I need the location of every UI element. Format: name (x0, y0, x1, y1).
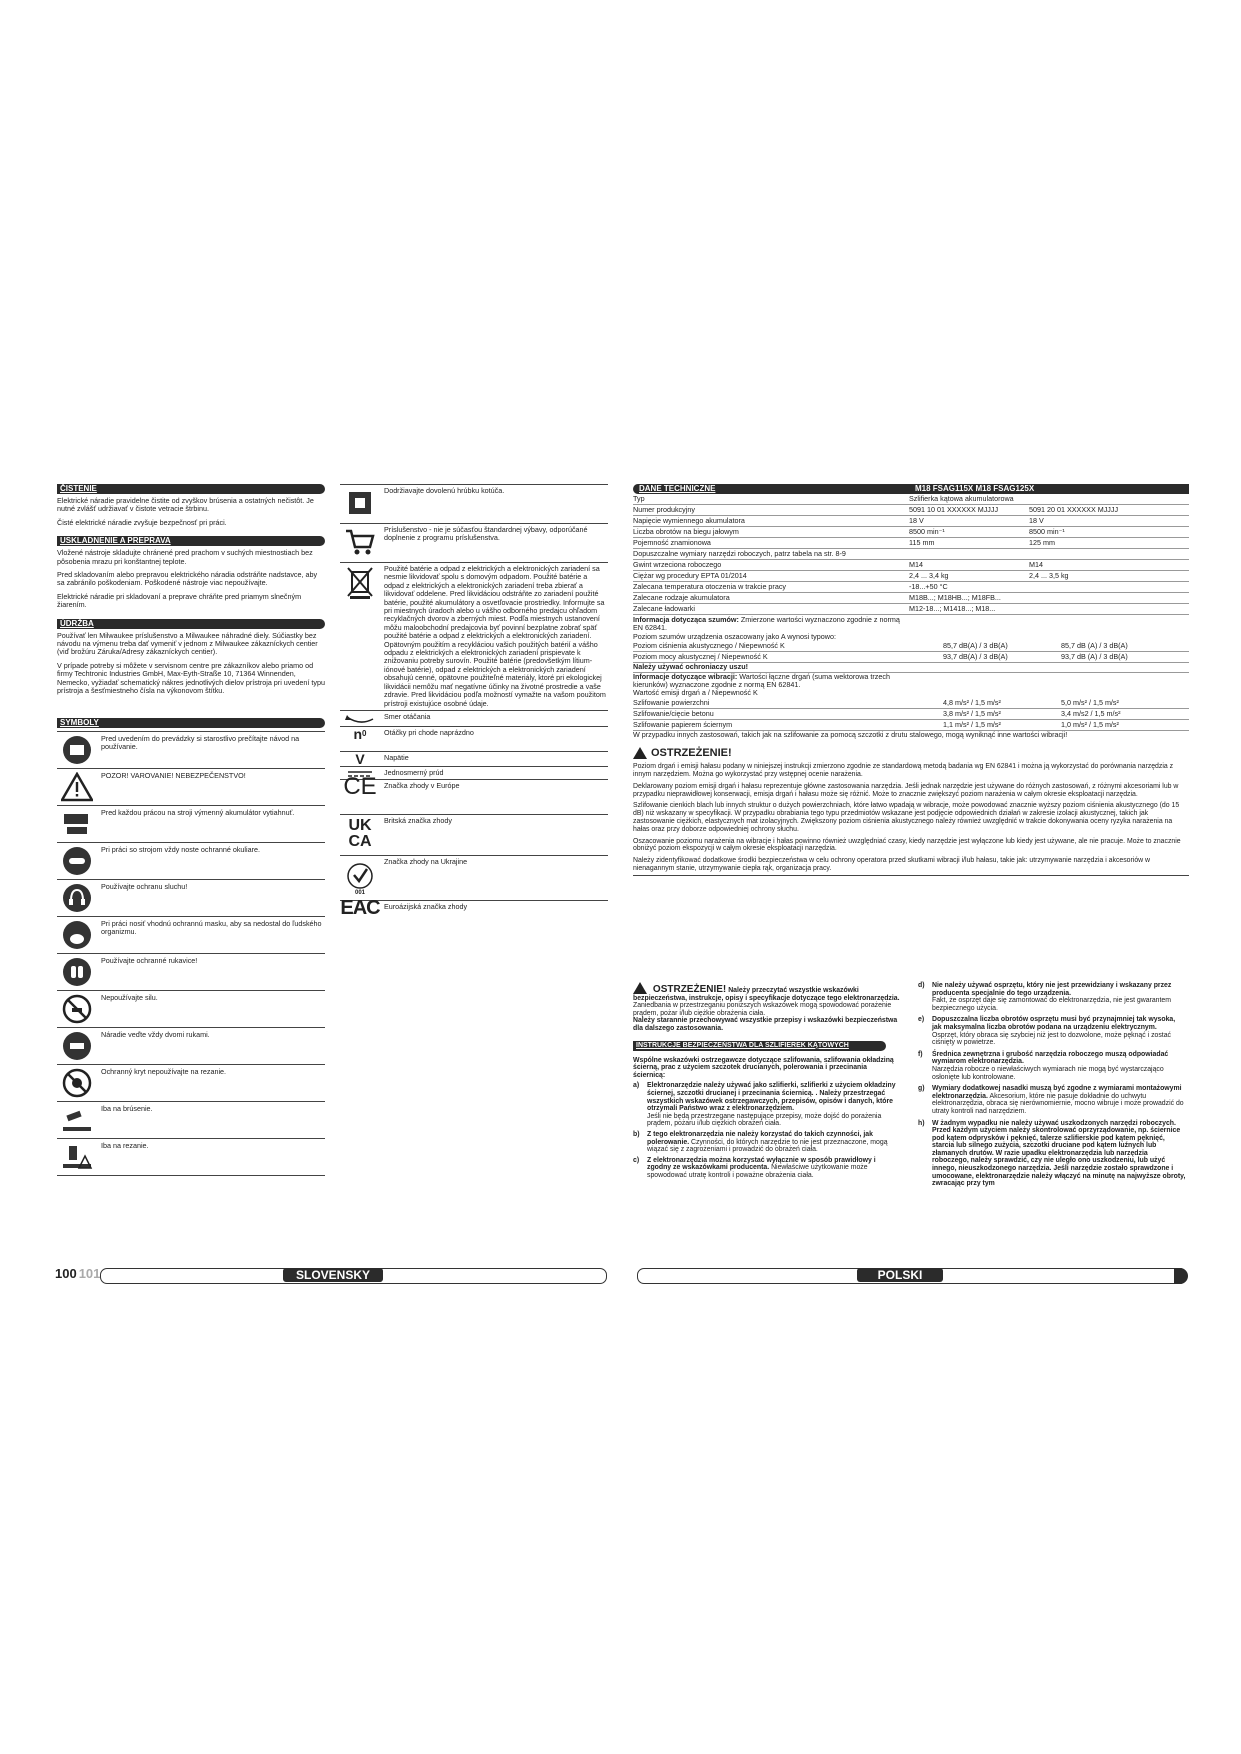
table-row: Numer produkcyjny 5091 10 01 XXXXXX MJJJJ 5091 20 01 XXXXXX MJJJJ (633, 505, 1189, 516)
symbol-row (57, 1027, 325, 1064)
list-item: b) Z tego elektronarzędzia nie należy korzystać do takich czynności, jak polerowanie. Czynności, do których narzędzie to nie jest przeznaczone, mogą wiązać się z zagrożeniami i prowadzić do obrażeń ciała. (633, 1130, 888, 1154)
symbol-row (57, 805, 325, 842)
wheel-thickness-icon (340, 485, 380, 523)
noise-info (633, 616, 909, 633)
symbol-row (57, 1101, 325, 1138)
symbol-text: Používajte ochranné rukavice! (101, 955, 198, 965)
paragraph: Szlifowanie cienkich blach lub innych struktur o dużych powierzchniach, które łatwo wpadają w wibracje, może powodować znacznie wyższy poziom ciśnienia akustycznego (do 15 dB) niż wskazany w specyfikacji. W przypadku obrabiania tego typu przedmiotów wskazane jest podjęcie odpowiednich działań w zakresie izolacji akustycznej, takich jak zastosowanie ciężkich, elastycznych mat izolacyjnych. Zwiększony poziom ciśnienia akustycznego należy również uwzględnić w trakcie dokonywania oceny ryzyka narażenia na hałas oraz przy doborze odpowiedniej ochrony słuchu. (633, 802, 1180, 833)
symbol-text: Iba na brúsenie. (101, 1103, 153, 1113)
table-row: Zalecane ładowarki M12-18...; M1418...; M18... (633, 604, 1189, 615)
table-row: Zalecana temperatura otoczenia w trakcie pracy -18...+50 °C (633, 582, 1189, 593)
n0-sub: 0 (362, 728, 367, 738)
n0-label: n (353, 725, 363, 742)
symbol-text: Dodržiavajte dovolenú hrúbku kotúča. (384, 486, 505, 495)
section-skladanie (57, 536, 325, 609)
warning-lead: Należy przeczytać wszystkie wskazówki bezpieczeństwa, instrukcje, opisy i specyfikacje dotyczące tego elektronarzędzia. (633, 987, 900, 1002)
paragraph: Oszacowanie poziomu narażenia na wibracje i hałas powinno również uwzględniać czasy, kiedy narzędzie jest wyłączone lub kiedy jest używane, ale nie pracuje. Może to znacznie obniżyć poziom ekspozycji w całym okresie eksploatacji narzędzia. (633, 837, 1181, 853)
symbol-row (340, 751, 608, 766)
section-symboly (57, 718, 325, 1176)
symbol-text: Euroázijská značka zhody (384, 902, 468, 912)
grinding-icon (57, 1102, 97, 1138)
dust-mask-icon (57, 917, 97, 953)
list-item: a) Elektronarzędzie należy używać jako szlifierki, szlifierki z użyciem okładziny ściernej, szczotki drucianej i przecinania ściernicą. . Należy przestrzegać wszystkich wskazówek ostrzegawczych, przepisów, opisów i danych, które otrzymali Państwo wraz z elektronarzędziem. Jeśli nie będą przestrzegane następujące przepisy, może dojść do porażenia prądem, pożaru i/lub ciężkich obrażeń ciała. (633, 1082, 896, 1128)
tech-table (633, 494, 1189, 615)
cart-icon (340, 524, 380, 562)
section-cistenie (57, 484, 325, 527)
list-item: f) Średnica zewnętrzna i grubość narzędzia roboczego muszą odpowiadać wymiarom elektronarzędzia. Narzędzia robocze o niewłaściwych wymiarach nie mogą być wystarczająco osłonięte lub kontrolowane. (918, 1050, 1169, 1081)
table-row: Napięcie wymiennego akumulatora 18 V 18 V (633, 516, 1189, 527)
list-item: e) Dopuszczalna liczba obrotów osprzętu musi być przynajmniej tak wysoka, jak maksymalna liczba obrotów podana na urządzeniu elektrycznym. Osprzęt, który obraca się szybciej niż jest to dozwolone, może pęknąć i zostać ciśnięty w powietrze. (918, 1016, 1176, 1047)
symbol-row (340, 897, 608, 941)
list-item: d) Nie należy używać osprzętu, który nie jest przewidziany i wskazany przez producenta specjalnie do tego urządzenia. Fakt, że osprzęt daje się zamontować do elektronarzędzia, nie jest gwarantem bezpiecznego użycia. (918, 982, 1172, 1012)
symbol-text: Príslušenstvo - nie je súčasťou štandardnej výbavy, odporúčané doplnenie z programu príslušenstva. (384, 525, 588, 543)
warning-title: OSTRZEŻENIE! (651, 747, 732, 760)
paragraph: Deklarowany poziom emisji drgań i hałasu reprezentuje główne zastosowania narzędzia. Jeśli jednak narzędzie jest używane do różnych zastosowań, z różnymi akcesoriami lub w przypadku nieprawidłowej konserwacji, emisja drgań i hałasu może się różnić. Może to znacznie zwiększyć poziom narażenia w całym okresie eksploatacji narzędzia. (633, 782, 1179, 798)
table-row: Szlifowanie papierem ściernym 1,1 m/s² / 1,5 m/s² 1,0 m/s² / 1,5 m/s² (633, 720, 1189, 731)
symbol-row (57, 1138, 325, 1176)
ukraine-mark-icon (340, 856, 380, 900)
ukca-mark-icon (340, 815, 380, 855)
symbol-row (340, 726, 608, 751)
ce-mark-icon (340, 773, 380, 814)
symbol-row (340, 562, 608, 710)
table-row: Dopuszczalne wymiary narzędzi roboczych, patrz tabela na str. 8-9 (633, 549, 1189, 560)
warning-title: OSTRZEŻENIE! (652, 984, 727, 995)
paragraph: Čisté elektrické náradie zvyšuje bezpečnosť pri práci. (57, 517, 227, 527)
warning-triangle-icon (57, 769, 97, 805)
footer-language-left: SLOVENSKY (283, 1268, 383, 1282)
volt-icon (340, 752, 380, 766)
symbol-text: Značka zhody v Európe (384, 781, 460, 791)
ear-protection-icon (57, 880, 97, 916)
middle-column (340, 484, 608, 941)
table-row: Zalecane rodzaje akumulatora M18B...; M18HB...; M18FB... (633, 593, 1189, 604)
symbol-table (57, 731, 325, 1176)
footer-language-right: POLSKI (857, 1268, 943, 1282)
paragraph: Poziom drgań i emisji hałasu podany w niniejszej instrukcji zmierzono zgodnie ze standardową metodą badania wg EN 62841 i można ją wykorzystać do porównania narzędzia z innym narzędziem. Można go wykorzystać przy wstępnej ocenie narażenia. (633, 763, 1174, 779)
symbol-row (340, 523, 608, 562)
symbol-text: Pri práci so strojom vždy noste ochranné okuliare. (101, 844, 260, 854)
symbol-text: Pred každou prácou na stroji výmenný akumulátor vytiahnuť. (101, 807, 295, 817)
table-row: Poziom mocy akustycznej / Niepewność K 93,7 dB(A) / 3 dB(A) 93,7 dB (A) / 3 dB(A) (633, 652, 1189, 663)
symbol-text: Pred uvedením do prevádzky si starostlivo prečítajte návod na používanie. (101, 733, 300, 751)
section-title: INSTRUKCJE BEZPIECZEŃSTWA DLA SZLIFIEREK KĄTOWYCH (636, 1041, 849, 1049)
symbol-row (57, 990, 325, 1027)
paragraph: Elektrické náradie pri skladovaní a preprave chráňte pred priamym slnečným žiarením. (57, 591, 302, 610)
symbol-text: Napätie (384, 752, 409, 762)
symbol-text: Jednosmerný prúd (384, 767, 444, 777)
symbol-row (340, 855, 608, 900)
ce-label: CE (343, 773, 377, 801)
vibration-intro: Wartości łączne drgań (suma wektorowa trzech kierunków) wyznaczone zgodnie z normą EN 62841. (633, 671, 890, 690)
tech-header-bar (633, 484, 1189, 494)
warning-text (633, 763, 1189, 876)
tech-data-column (633, 484, 1189, 880)
symbol-row (57, 879, 325, 916)
remove-battery-icon (57, 806, 97, 842)
symbol-row (57, 1064, 325, 1101)
section-udrzba (57, 619, 325, 696)
left-column (57, 484, 325, 1185)
warning-keep: Należy starannie przechowywać wszystkie przepisy i wskazówki bezpieczeństwa dla dalszego zastosowania. (633, 1017, 898, 1032)
noise-intro-2: Poziom szumów urządzenia oszacowany jako A wynosi typowo: (633, 631, 836, 641)
table-row: Typ Szlifierka kątowa akumulatorowa (633, 494, 1189, 505)
symbol-text: POZOR! VAROVANIE! NEBEZPEČENSTVO! (101, 770, 246, 780)
list-item: g) Wymiary dodatkowej nasadki muszą być zgodne z wymiarami montażowymi elektronarzędzia. Akcesorium, które nie pasuje dokładnie do uchwytu elektronarzędzia, obraca się nierównomiernie, mocno wibruje i może prowadzić do utraty kontroli nad narzędziem. (918, 1085, 1184, 1115)
noise-heading: Informacja dotycząca szumów: (633, 615, 739, 624)
symbol-text: Používajte ochranu sluchu! (101, 881, 188, 891)
vibration-intro-2: Wartość emisji drgań a / Niepewność K (633, 688, 758, 698)
paragraph: Vložené nástroje skladujte chránené pred prachom v suchých miestnostiach bez pôsobenia mrazu pri konštantnej teplote. (57, 548, 313, 566)
vibration-info (633, 673, 909, 690)
paragraph: Elektrické náradie pravidelne čistite od zvyškov brúsenia a ostatných nečistôt. Je nutné zvlášť udržiavať v čistote vetracie štrbinu. (57, 496, 314, 514)
symbol-row (340, 766, 608, 779)
weee-bin-icon (340, 563, 380, 710)
symbol-row (340, 814, 608, 855)
symbol-row (340, 484, 608, 523)
symbol-text: Iba na rezanie. (101, 1140, 149, 1150)
warning-triangle-icon (633, 747, 647, 759)
table-row: Szlifowanie powierzchni 4,8 m/s² / 1,5 m/s² 5,0 m/s² / 1,5 m/s² (633, 698, 1189, 709)
tech-models: M18 FSAG115X M18 FSAG125X (915, 484, 1035, 493)
symbol-text: Britská značka zhody (384, 816, 452, 826)
symbol-row (57, 916, 325, 953)
gloves-icon (57, 954, 97, 990)
symbol-text: Smer otáčania (384, 711, 431, 721)
warning-heading (633, 747, 1189, 759)
table-row: Szlifowanie/cięcie betonu 3,8 m/s² / 1,5 m/s² 3,4 m/s2 / 1,5 m/s² (633, 709, 1189, 720)
paragraph: Používať len Milwaukee príslušenstvo a Milwaukee náhradné diely. Súčiastky bez návodu na výmenu treba dať vymeniť v jednom z Milwaukee zákazníckych centier (viď brožúru Záruka/Adresy zákazníckych centier). (57, 630, 318, 657)
noise-intro: Zmierzone wartości wyznaczono zgodnie z normą EN 62841. (633, 615, 900, 633)
warning-triangle-icon (633, 982, 647, 994)
table-row: Gwint wrzeciona roboczego M14 M14 (633, 560, 1189, 571)
paragraph: Należy zidentyfikować dodatkowe środki bezpieczeństwa w celu ochrony operatora przed skutkami wibracji i/lub hałasu, takie jak: utrzymywanie narzędzia i akcesoriów w nienagannym stanie, utrzymywanie ciepła rąk, organizacja pracy. (633, 857, 1189, 876)
symbol-text: Nepoužívajte silu. (101, 992, 158, 1002)
table-row: Pojemność znamionowa 115 mm 125 mm (633, 538, 1189, 549)
tech-title: DANE TECHNICZNE (639, 484, 716, 493)
table-row: Poziom ciśnienia akustycznego / Niepewność K 85,7 dB(A) / 3 dB(A) 85,7 dB (A) / 3 dB(A) (633, 641, 1189, 652)
table-row: Liczba obrotów na biegu jałowym 8500 min⁻¹ 8500 min⁻¹ (633, 527, 1189, 538)
safety-left-column (633, 982, 901, 1182)
warning-rest: Zaniedbania w przestrzeganiu poniższych wskazówek mogą spowodować porażenie prądem, pożar i/lub ciężkie obrażenia ciała. (633, 1002, 892, 1017)
paragraph: Pred skladovaním alebo prepravou elektrického náradia odstráňte nadstavce, aby sa zabránilo poškodeniam. Poškodené nástroje viac nepoužívajte. (57, 570, 318, 588)
rotation-arrow-icon (340, 711, 380, 726)
eac-label: EAC (340, 897, 380, 920)
warning-block (633, 982, 901, 1033)
cutting-icon (57, 1139, 97, 1175)
paragraph: V prípade potreby si môžete v servisnom centre pre zákazníkov alebo priamo od firmy Techtronic Industries GmbH, Max-Eyth-Straße 10, 71364 Winnenden, Nemecko, vyžiadať schematický nákres jednotlivých dielov prístroja pri uvedení typu prístroja a šesťmiestneho čísla na výkonovom štítku. (57, 660, 325, 696)
vibration-note: W przypadku innych zastosowań, takich jak na szlifowanie za pomocą szczotki z drutu stalowego, mogą wyniknąć inne wartości wibracji! (633, 729, 1068, 739)
symbol-row (57, 842, 325, 879)
eac-mark-icon (340, 897, 380, 941)
page-number-left: 100 101 (55, 1266, 101, 1281)
read-manual-icon (57, 732, 97, 768)
symbol-row (340, 710, 608, 726)
symbol-text: Náradie veďte vždy dvomi rukami. (101, 1029, 210, 1039)
list-item: c) Z elektronarzędzia można korzystać wyłącznie w sposób prawidłowy i zgodny ze wskazówkami producenta. Niewłaściwe użytkowanie może spowodować utratę kontroli i poważne obrażenia ciała. (633, 1156, 876, 1179)
ukca-label: UK CA (348, 817, 372, 851)
page-number-faded: 101 (78, 1266, 101, 1281)
vibration-heading: Informacje dotyczące wibracji: (633, 671, 738, 681)
list-item: h) W żadnym wypadku nie należy używać uszkodzonych narzędzi roboczych. Przed każdym użyciem należy skontrolować oprzyrządowanie, np. ściernice pod kątem odprysków i pęknięć, talerze szlifierskie pod kątem pęknięć, starcia lub silnego zużycia, szczotki druciane pod kątem luźnych lub złamanych drutów. W razie upadku elektronarzędzia lub narzędzia roboczego, należy sprawdzić, czy nie uległo ono uszkodzeniu, lub użyć innego, nieuszkodzonego narzędzia. Jeśli narzędzie zostało sprawdzone i umocowane, elektronarzędzie należy włączyć na minutę na najwyższe obroty, zwracając przy tym (918, 1119, 1186, 1188)
symbol-text: Ochranný kryt nepoužívajte na rezanie. (101, 1066, 227, 1076)
safety-goggles-icon (57, 843, 97, 879)
symbol-row (57, 953, 325, 990)
ukraine-label: 001 (354, 889, 365, 896)
symbol-text: Pri práci nosiť vhodnú ochrannú masku, aby sa nedostal do ľudského organizmu. (101, 918, 322, 936)
symbol-row (57, 731, 325, 768)
symbol-text: Značka zhody na Ukrajine (384, 857, 468, 867)
table-row: Ciężar wg procedury EPTA 01/2014 2,4 ... 3,4 kg 2,4 ... 3,5 kg (633, 571, 1189, 582)
section-title: SYMBOLY (60, 717, 99, 727)
symbol-text: Otáčky pri chode naprázdno (384, 727, 474, 737)
section-title: ÚDRŽBA (60, 618, 94, 628)
symbol-text: Použité batérie a odpad z elektrických a elektronických zariadení sa nesmie likvidovať spolu s domovým odpadom. Použité batérie a odpad z elektrických a elektronických zariadení treba zbierať a likvidovať oddelene. Pred likvidáciou odstráňte zo zariadení použité batérie, použité akumulátory a osvetľovacie prostriedky. Informujte sa pri miestnych úradoch alebo u vášho odborného predajcu ohľadom recyklačných dvorov a zberných miest. Podľa miestnych ustanovení môžu maloobchodní predajcovia byť povinní bezplatne zobrať späť použité batérie a odpad z elektrických a elektronických zariadení. Opätovným použitím a recykláciou vašich použitých batérií a vášho odpadu z elektrických a elektronických zariadení prispievate k znižovaniu potreby surovín. Použité batérie (predovšetkým lítium-iónové batérie), odpad z elektrických a elektronických zariadení obsahujú cenné, opätovne použiteľné materiály, ktoré pri ekologickej likvidácii nemôžu mať negatívne účinky na životné prostredie a vaše zdravie. Pred likvidáciou podľa možností vymažte na vašom použitom prístroji existujúce osobné údaje. (384, 564, 606, 708)
symbol-row (340, 773, 608, 814)
n0-icon (340, 727, 380, 751)
symbol-row (57, 768, 325, 805)
no-guard-cutting-icon (57, 1065, 97, 1101)
footer-right-cap (1174, 1268, 1188, 1284)
ear-protection-note: Należy używać ochroniaczy uszu! (633, 663, 1189, 672)
safety-right-column (918, 982, 1186, 1192)
section-title: ČISTENIE (60, 484, 97, 493)
common-warnings: Wspólne wskazówki ostrzegawcze dotyczące szlifowania, szlifowania okładziną ścierną, prac z użyciem szczotek drucianych, polerowania i przecinania ściernicą: (633, 1056, 894, 1079)
two-hands-icon (57, 1028, 97, 1064)
section-title: USKLADNENIE A PREPRAVA (60, 536, 171, 546)
volt-label: V (355, 750, 365, 767)
no-force-icon (57, 991, 97, 1027)
